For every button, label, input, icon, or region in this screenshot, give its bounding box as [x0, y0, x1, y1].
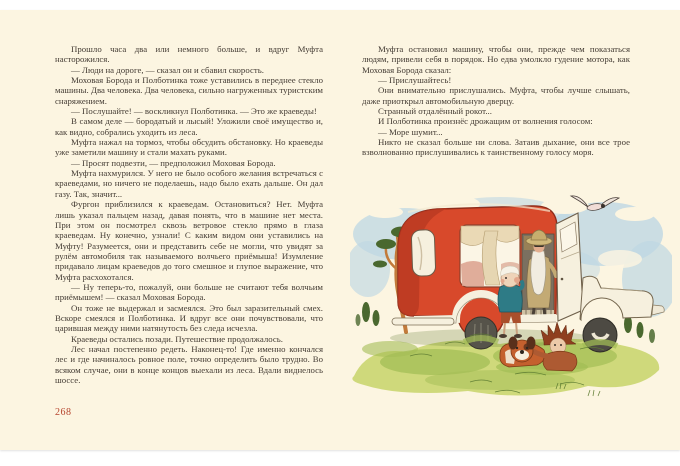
left-bushes [356, 302, 380, 326]
paragraph: Муфта нажал на тормоз, чтобы обсудить обстановку. Но краеведы уже заметили машину и стали махать руками. [55, 137, 323, 158]
rear-wheel [465, 317, 497, 349]
paragraph: Муфта нахмурился. У него не было особого желания встречаться с краеведами, но ничего не поделаешь, надо было ехать дальше. Он дал газу. Так, значит... [55, 168, 323, 199]
paragraph: Лес начал постепенно редеть. Наконец-то! Где именно кончался лес и где начиналось ровное поле, точно определить было трудно. Во всяком случае, они в конце концов выехали из леса. Вдали виднелось шоссе. [55, 343, 323, 385]
paragraph: — Люди на дороге, — сказал он и сбавил скорость. [71, 64, 264, 75]
paragraph: Странный отдалённый рокот... [378, 106, 492, 117]
left-page [0, 10, 340, 450]
paragraph: В самом деле — бородатый и лысый! Уложили своё имущество и, как видно, собрались уходить из леса. [55, 116, 323, 137]
left-page-text [55, 44, 323, 385]
paragraph: — Прислушайтесь! [378, 75, 452, 86]
right-page-text [362, 44, 630, 158]
paragraph: И Полботинка произнёс дрожащим от волнения голосом: [378, 116, 593, 127]
illustration-svg [350, 184, 672, 421]
right-page [340, 10, 680, 450]
paragraph: Краеведы остались позади. Путешествие продолжалось. [71, 333, 283, 344]
paragraph: — Просят подвезти, — предположил Моховая Борода. [71, 157, 276, 168]
paragraph: Они внимательно прислушались. Муфта, чтобы лучше слышать, даже приоткрыл автомобильную дверцу. [362, 85, 630, 106]
open-door [556, 213, 583, 321]
paragraph: Прошло часа два или немного больше, и вдруг Муфта насторожился. [55, 44, 323, 65]
paragraph: Муфта остановил машину, чтобы они, прежде чем показаться людям, привели себя в порядок. Но едва умолкло гудение мотора, как Моховая Борода сказал: [362, 44, 630, 75]
paragraph: — Ну теперь-то, пожалуй, они больше не считают тебя волчьим приёмышем! — сказал Моховая Борода. [55, 281, 323, 303]
paragraph: Моховая Борода и Полботинка тоже уставились в переднее стекло машины. Два человека. Два человека, сильно нагруженных туристским снаряжением. [55, 75, 323, 106]
rear-window [411, 230, 436, 277]
right-bushes [624, 315, 655, 343]
paragraph: — Послушайте! — воскликнул Полботинка. — Это же краеведы! [71, 106, 317, 117]
paragraph: Он тоже не выдержал и засмеялся. Это был заразительный смех. Вскоре смеялся и Полботинка. И вдруг все они почувствовали, что царившая между ними натянутость без следа исчезла. [55, 302, 323, 334]
white-beard [531, 251, 546, 295]
illustration-camper-scene [350, 184, 672, 421]
paragraph: Никто не сказал больше ни слова. Затаив дыхание, они все трое взволнованно прислушивались к таинственному голосу моря. [362, 137, 630, 158]
book-spread [0, 10, 680, 450]
page-number: 268 [55, 407, 72, 418]
paragraph: Фургон приблизился к краеведам. Остановиться? Нет. Муфта лишь указал пальцем назад, давая понять, что в машине нет места. При этом он посмотрел сквозь ветровое стекло прямо в глаза краеведам. Ну конечно, узнали! С каким видом они уставились на Муфту! Разумеется, они и представить себе не могли, что увидят за рулём автомобиля так называемого волчьего приёмыша! Изумление придавало лицам краеведов до того смешное и глупое выражение, что Муфта расхохотался. [55, 199, 323, 282]
paragraph: — Море шумит... [378, 126, 443, 137]
